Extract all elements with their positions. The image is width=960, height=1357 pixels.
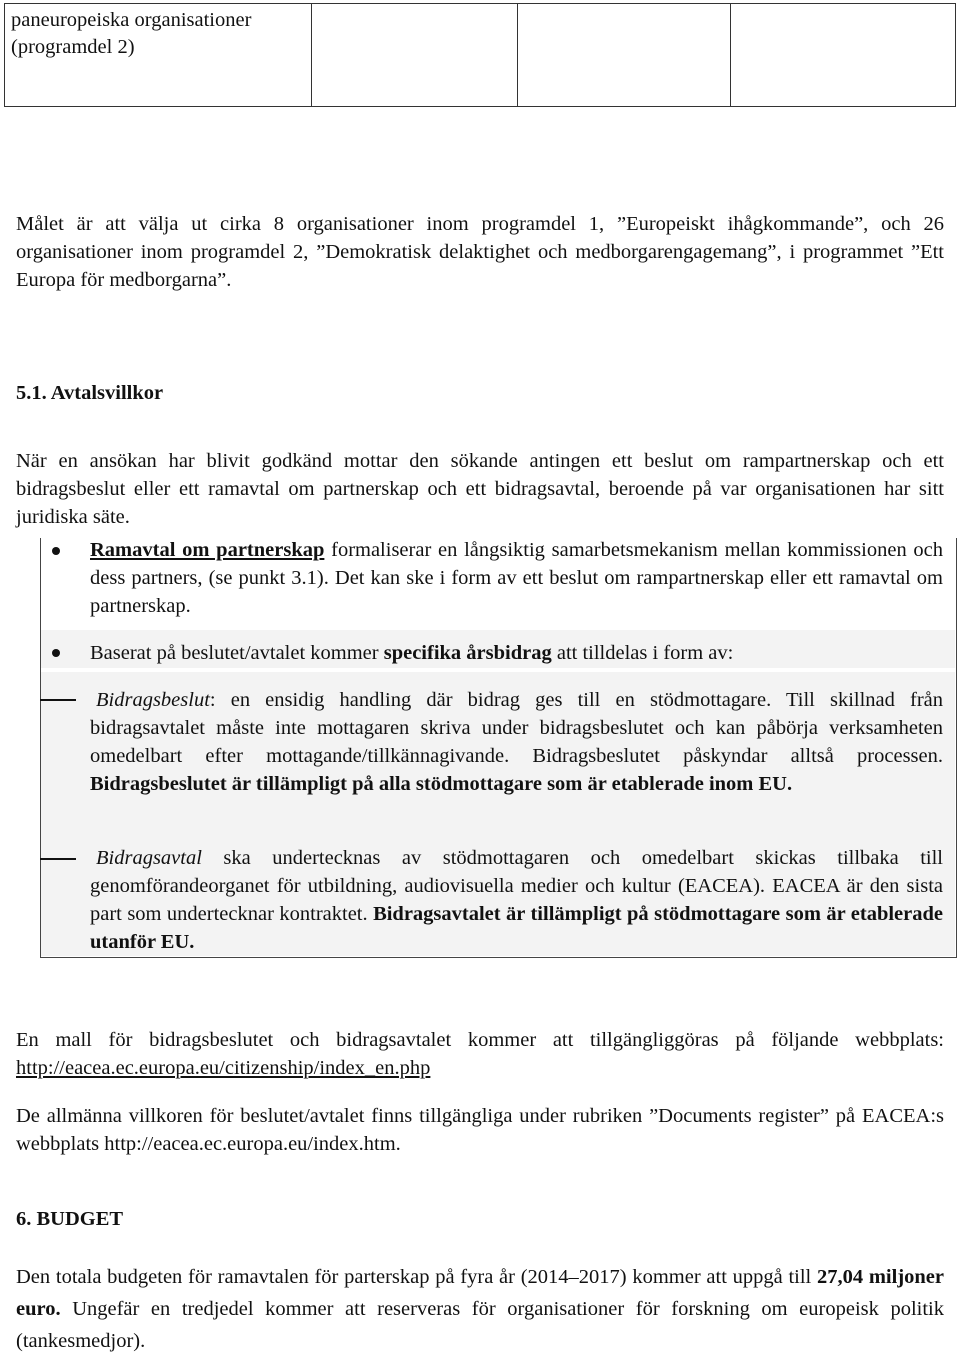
- conditions-paragraph: De allmänna villkoren för beslutet/avtalet finns tillgängliga under rubriken ”Documents register” på EACEA:s webbplats http://eacea.ec.europa.eu/index.htm.: [16, 1105, 944, 1155]
- eacea-citizenship-link[interactable]: http://eacea.ec.europa.eu/citizenship/index_en.php: [16, 1057, 431, 1079]
- intro-paragraph: Målet är att välja ut cirka 8 organisationer inom programdel 1, ”Europeiskt ihågkommande”, och 26 organisationer inom programdel 2, ”Demokratisk delaktighet och medborgarengagemang”, i programmet ”Ett Europa för medborgarna”.: [16, 213, 944, 291]
- bullet-item-arsbidrag: Baserat på beslutet/avtalet kommer specifika årsbidrag att tilldelas i form av:: [90, 642, 734, 664]
- dash-item-bidragsbeslut: Bidragsbeslut: en ensidig handling där bidrag ges till en stödmottagare. Till skillnad från bidragsavtalet måste inte mottagaren skriva under bidragsbeslutet och kan påbörja verksamheten omedelbart efter mottagande/tillkännagivande. Bidragsbeslutet påskyndar alltså processen. Bidragsbeslutet är tillämpligt på alla stödmottagare som är etablerade inom EU.: [90, 689, 943, 795]
- table-cell-empty: [731, 4, 956, 107]
- bullet-item-ramavtal: Ramavtal om partnerskap formaliserar en långsiktig samarbetsmekanism mellan kommissionen och dess partners, (se punkt 3.1). Det kan ske i form av ett beslut om rampartnerskap eller ett ramavtal om partnerskap.: [90, 539, 944, 617]
- budget-paragraph: Den totala budgeten för ramavtalen för parterskap på fyra år (2014–2017) kommer att uppgå till 27,04 miljoner euro. Ungefär en tredjedel kommer att reserveras för organisationer för forskning om europeisk politik (tankesmedjor).: [16, 1266, 944, 1352]
- section-paragraph: När en ansökan har blivit godkänd mottar den sökande antingen ett beslut om rampartnerskap och ett bidragsbeslut eller ett ramavtal om partnerskap och ett bidragsavtal, beroende på var organisationen har sitt juridiska säte.: [16, 450, 944, 528]
- dash-icon: [40, 858, 76, 860]
- header-table: [4, 3, 956, 107]
- section-heading: 5.1. Avtalsvillkor: [16, 382, 164, 404]
- bullet-icon: [52, 547, 60, 555]
- dash-item-bidragsavtal: Bidragsavtal ska undertecknas av stödmottagaren och omedelbart skickas tillbaka till genomförandeorganet för utbildning, audiovisuella medier och kultur (EACEA). EACEA är den sista part som undertecknar kontraktet. Bidragsavtalet är tillämpligt på stödmottagare som är etablerade utanför EU.: [90, 847, 943, 953]
- table-cell-organisation-type: [5, 4, 312, 107]
- bullet-icon: [52, 649, 60, 657]
- table-cell-text: paneuropeiska organisationer (programdel 2): [11, 9, 252, 58]
- table-cell-empty: [312, 4, 518, 107]
- dash-icon: [40, 699, 76, 701]
- template-paragraph: En mall för bidragsbeslutet och bidragsavtalet kommer att tillgängliggöras på följande webbplats: http://eacea.ec.europa.eu/citizenship/index_en.php: [16, 1029, 944, 1079]
- table-cell-empty: [518, 4, 731, 107]
- budget-heading: 6. BUDGET: [16, 1208, 124, 1230]
